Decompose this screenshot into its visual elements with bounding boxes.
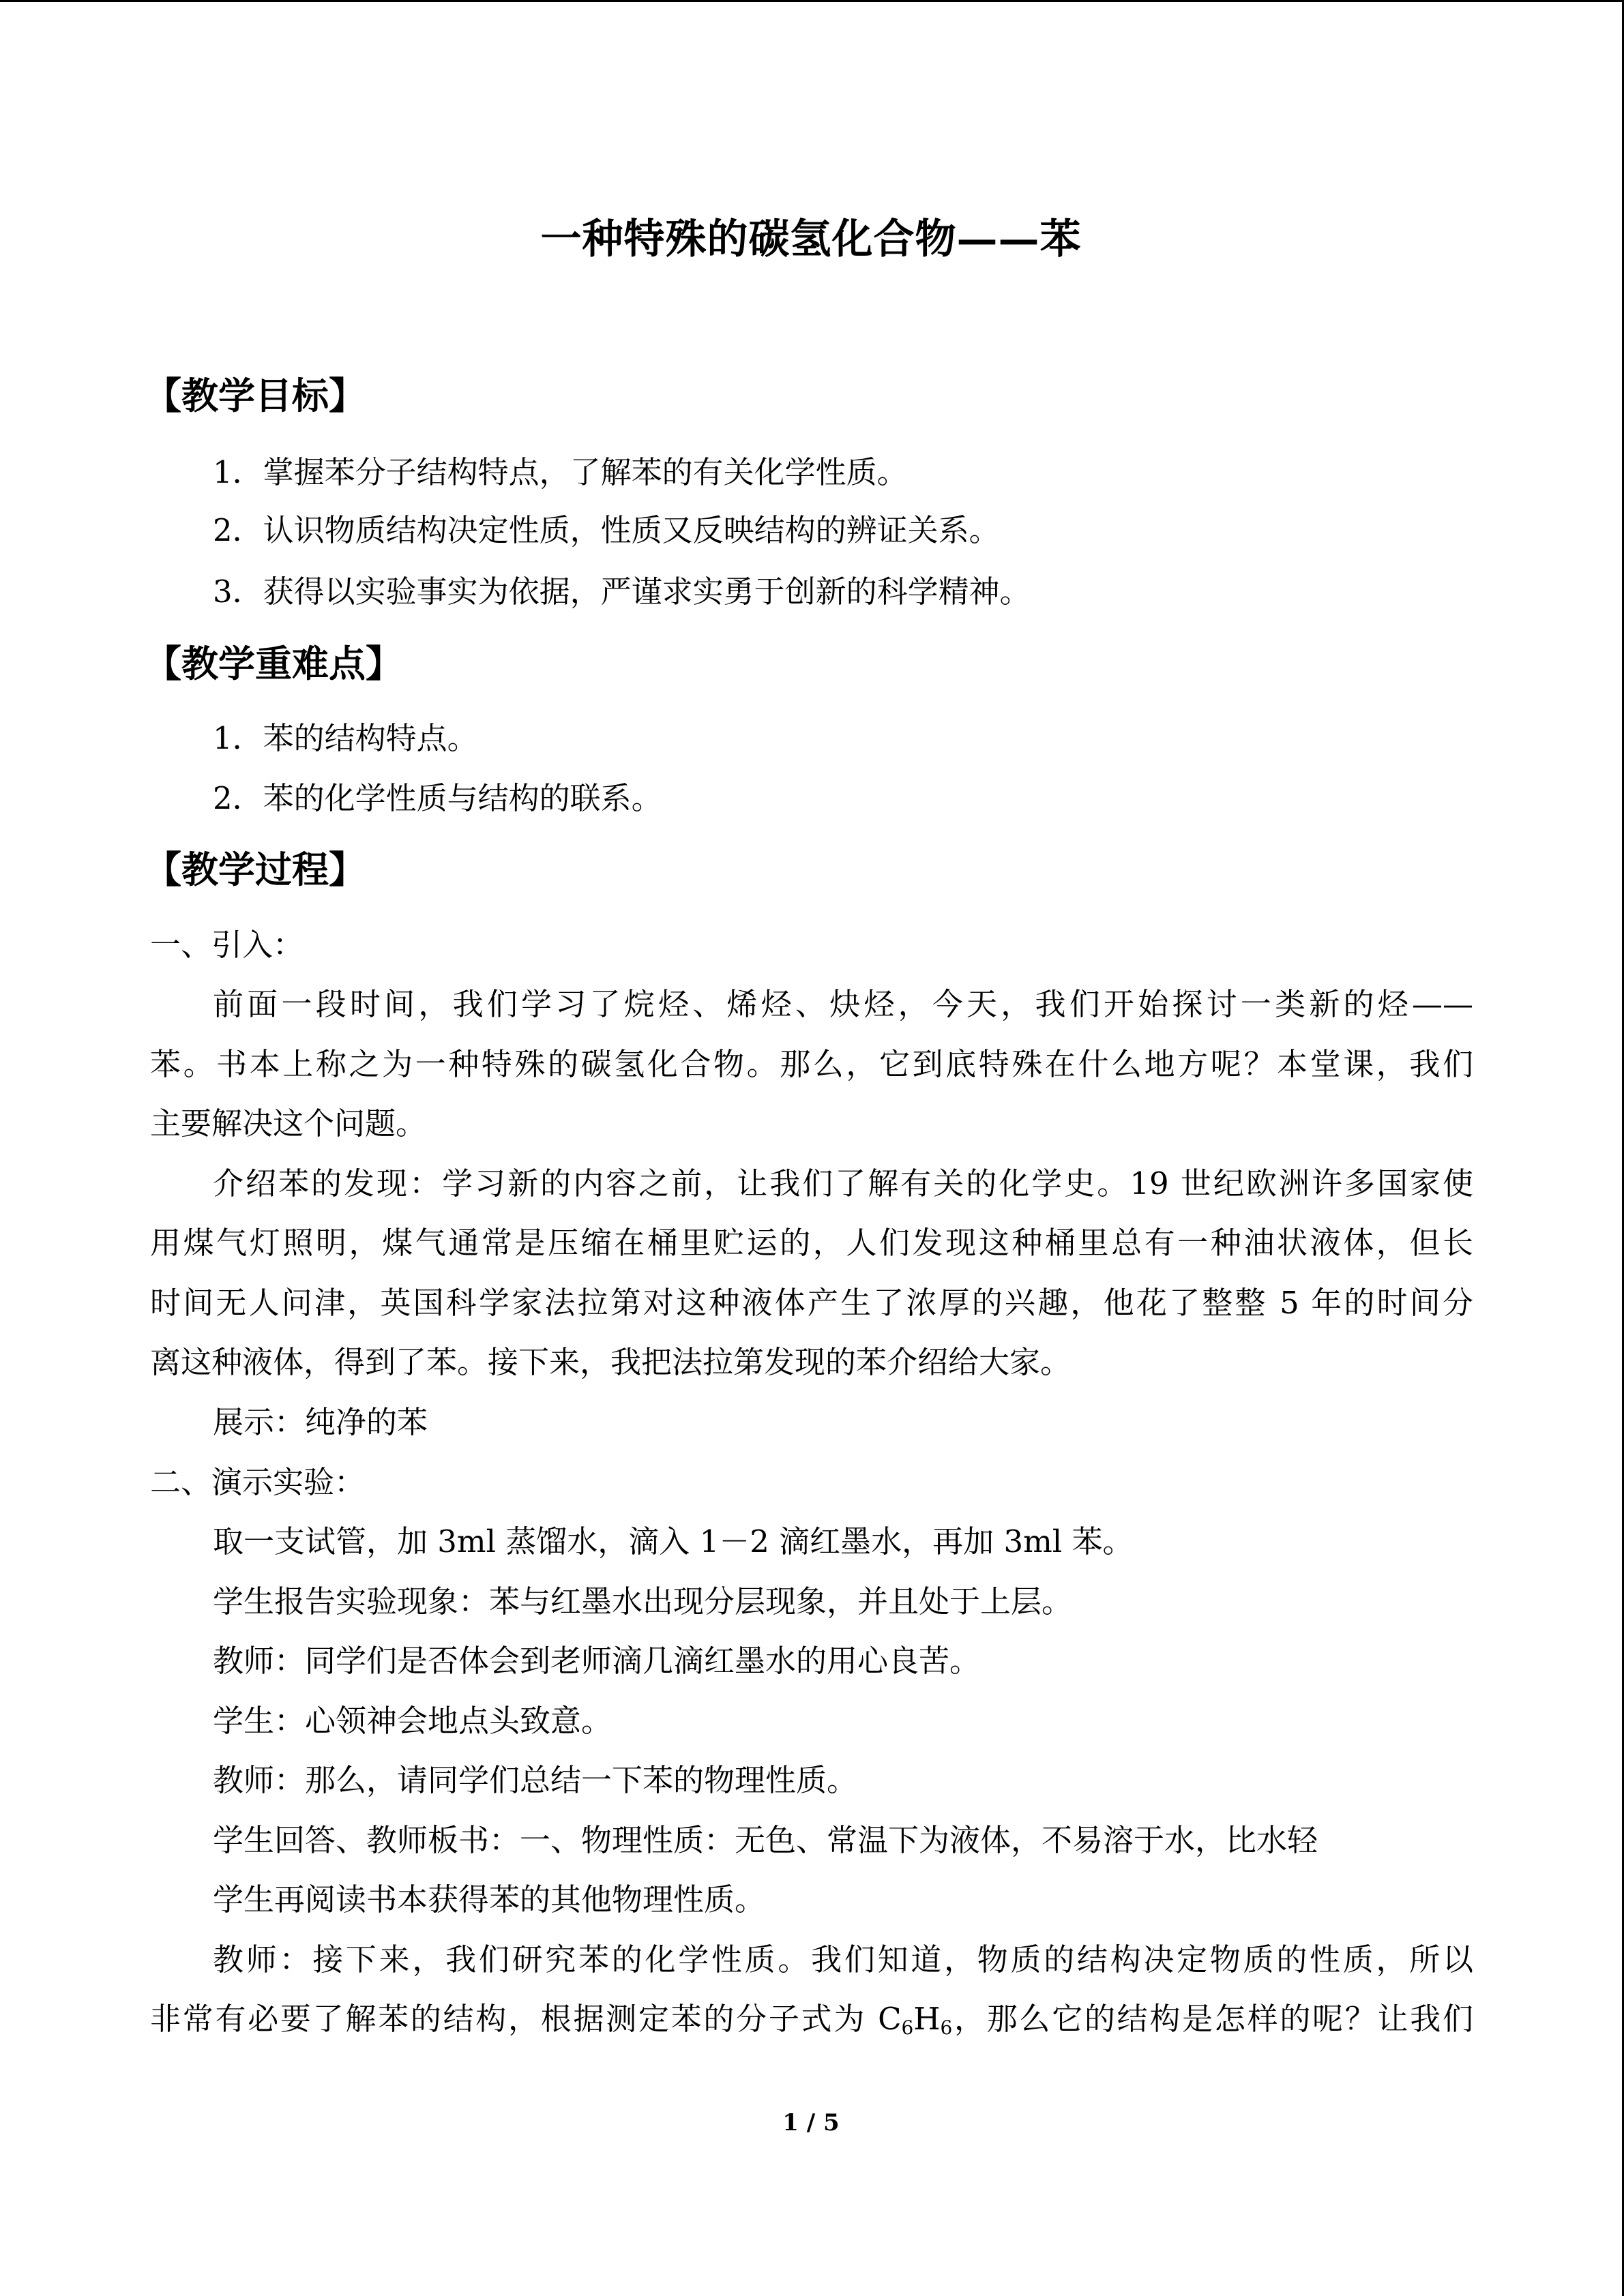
demo-line: 学生报告实验现象：苯与红墨水出现分层现象，并且处于上层。 (213, 1583, 1073, 1620)
chemistry-text: 非常有必要了解苯的结构，根据测定苯的分子式为 C (150, 2001, 902, 2037)
demo-line: 取一支试管，加 3ml 蒸馏水，滴入 1－2 滴红墨水，再加 3ml 苯。 (213, 1523, 1134, 1560)
section-heading-key-points: 【教学重难点】 (145, 642, 402, 685)
objective-item: 1．掌握苯分子结构特点，了解苯的有关化学性质。 (213, 454, 908, 490)
chemistry-text: ，那么它的结构是怎样的呢？让我们 (952, 2001, 1473, 2037)
objective-item: 3．获得以实验事实为依据，严谨求实勇于创新的科学精神。 (213, 573, 1031, 610)
demo-line: 教师：那么，请同学们总结一下苯的物理性质。 (213, 1762, 858, 1798)
demo-heading: 二、演示实验： (150, 1464, 366, 1500)
section-heading-process: 【教学过程】 (145, 848, 366, 891)
intro-heading: 一、引入： (150, 927, 304, 963)
intro-paragraph-line: 苯。书本上称之为一种特殊的碳氢化合物。那么，它到底特殊在什么地方呢？本堂课，我们 (150, 1046, 1473, 1082)
formula-subscript: 6 (901, 2016, 914, 2039)
demo-line: 学生：心领神会地点头致意。 (213, 1703, 612, 1739)
page-title: 一种特殊的碳氢化合物——苯 (540, 215, 1082, 263)
demo-line: 教师：同学们是否体会到老师滴几滴红墨水的用心良苦。 (213, 1643, 981, 1679)
discovery-paragraph-line: 离这种液体，得到了苯。接下来，我把法拉第发现的苯介绍给大家。 (150, 1344, 1072, 1380)
intro-paragraph-line: 主要解决这个问题。 (150, 1105, 427, 1142)
page-number: 1 / 5 (782, 2109, 840, 2136)
discovery-paragraph-line: 用煤气灯照明，煤气通常是压缩在桶里贮运的，人们发现这种桶里总有一种油状液体，但长 (150, 1225, 1473, 1261)
discovery-paragraph-line: 介绍苯的发现：学习新的内容之前，让我们了解有关的化学史。19 世纪欧洲许多国家使 (213, 1165, 1473, 1202)
display-line: 展示：纯净的苯 (213, 1404, 428, 1440)
formula-element: H (913, 2001, 941, 2037)
intro-paragraph-line: 前面一段时间，我们学习了烷烃、烯烃、炔烃，今天，我们开始探讨一类新的烃—— (213, 986, 1473, 1022)
discovery-paragraph-line: 时间无人问津，英国科学家法拉第对这种液体产生了浓厚的兴趣，他花了整整 5 年的时间分 (150, 1285, 1473, 1321)
demo-line: 学生回答、教师板书：一、物理性质：无色、常温下为液体，不易溶于水，比水轻 (213, 1822, 1318, 1858)
key-point-item: 2．苯的化学性质与结构的联系。 (213, 780, 662, 816)
chemistry-paragraph-line: 教师：接下来，我们研究苯的化学性质。我们知道，物质的结构决定物质的性质，所以 (213, 1941, 1473, 1978)
demo-line: 学生再阅读书本获得苯的其他物理性质。 (213, 1881, 766, 1918)
section-heading-objectives: 【教学目标】 (145, 374, 366, 417)
chemistry-paragraph-line (150, 2003, 1473, 2038)
formula-subscript: 6 (940, 2016, 953, 2039)
objective-item: 2．认识物质结构决定性质，性质又反映结构的辨证关系。 (213, 512, 1000, 548)
key-point-item: 1．苯的结构特点。 (213, 720, 478, 756)
